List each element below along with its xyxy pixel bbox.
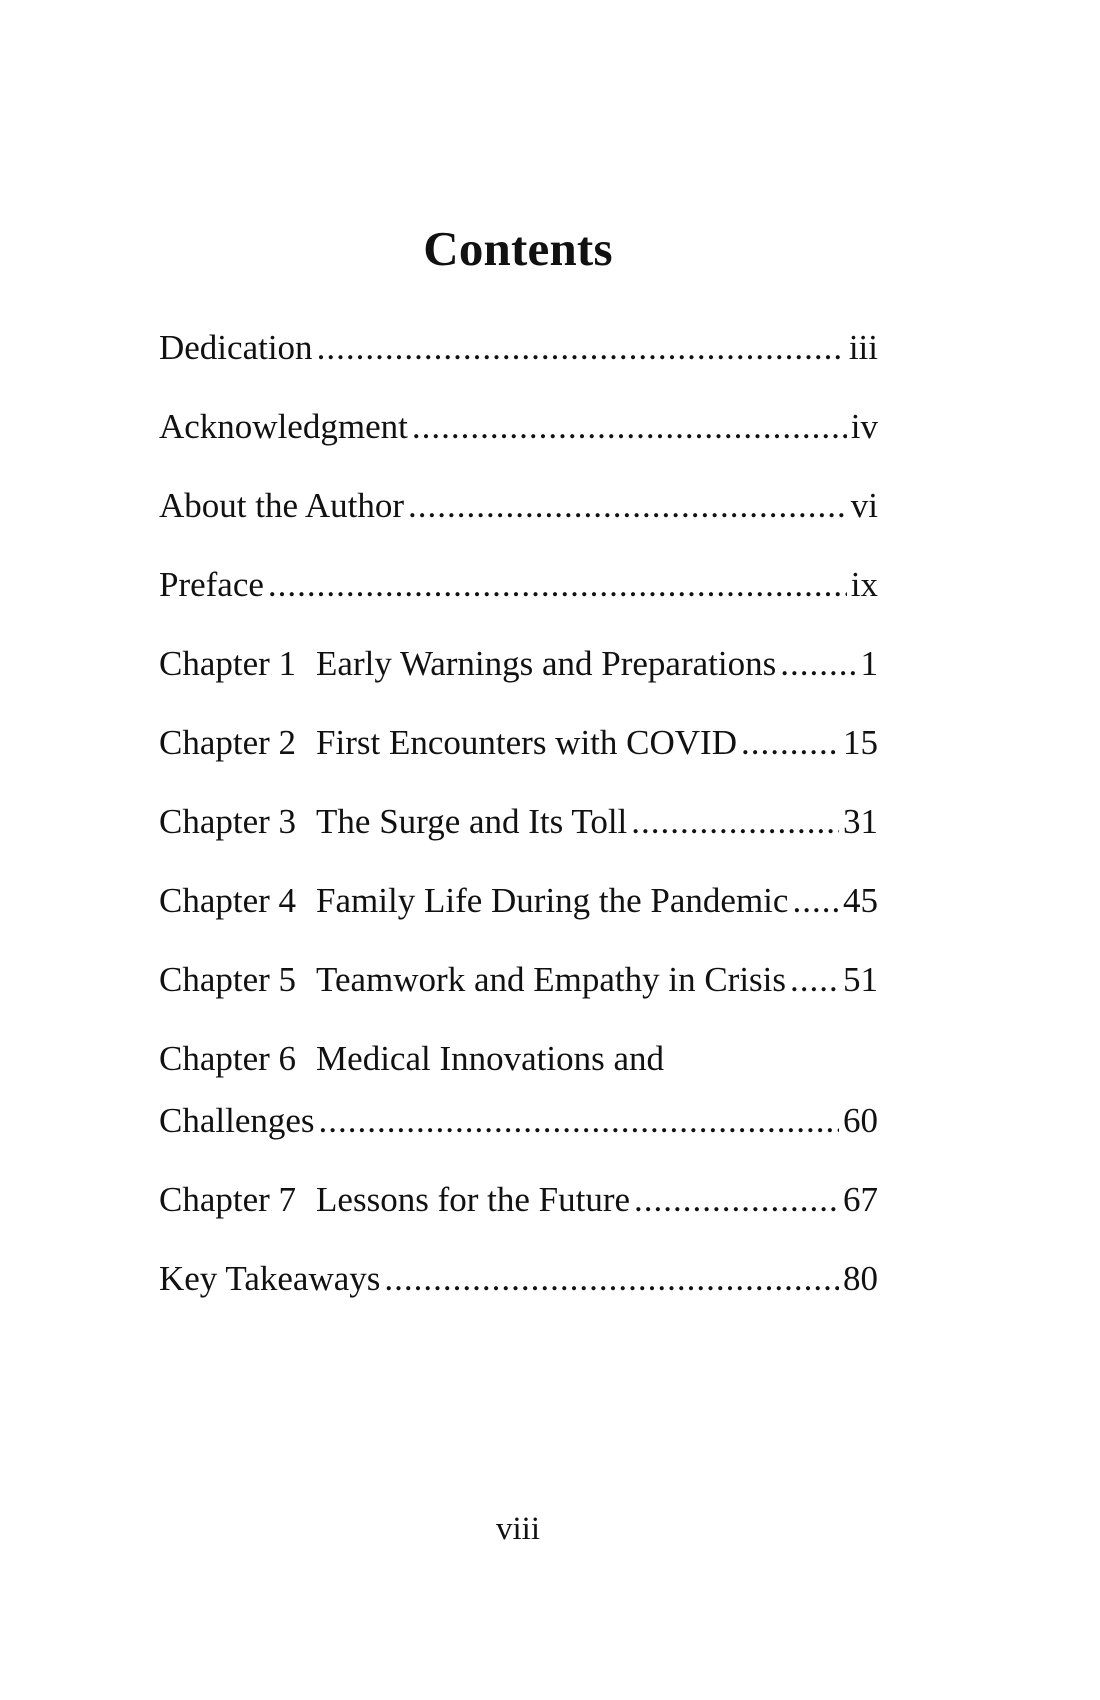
chapter-number: Chapter 7 <box>159 1180 297 1219</box>
toc-entry-line <box>159 1101 878 1180</box>
chapter-number: Chapter 4 <box>159 881 297 920</box>
toc-entry-label-continued: Challenges <box>159 1101 315 1140</box>
toc-entry-chapter-1[interactable] <box>159 644 878 723</box>
toc-entry-label: The Surge and Its Toll <box>316 802 628 841</box>
table-of-contents <box>159 328 878 1338</box>
toc-entry-label: Early Warnings and Preparations <box>316 644 777 683</box>
dot-leader <box>741 723 839 763</box>
toc-page-number: ix <box>850 565 878 604</box>
chapter-number: Chapter 6 <box>159 1039 297 1078</box>
dot-leader <box>412 407 847 447</box>
toc-entry-dedication[interactable] <box>159 328 878 407</box>
dot-leader <box>408 486 847 526</box>
toc-entry-label: Preface <box>159 565 264 604</box>
page-title: Contents <box>423 221 613 276</box>
toc-page-number: 31 <box>843 802 878 841</box>
chapter-number: Chapter 1 <box>159 644 297 683</box>
dot-leader <box>631 802 839 842</box>
chapter-number: Chapter 3 <box>159 802 297 841</box>
toc-entry-label: Key Takeaways <box>159 1259 381 1298</box>
toc-entry-label: Family Life During the Pandemic <box>316 881 789 920</box>
toc-entry-chapter-4[interactable] <box>159 881 878 960</box>
dot-leader <box>268 565 847 605</box>
toc-page-number: 1 <box>860 644 878 683</box>
toc-entry-label: First Encounters with COVID <box>316 723 737 762</box>
toc-page-number: 51 <box>843 960 878 999</box>
dot-leader <box>790 960 839 1000</box>
chapter-number: Chapter 5 <box>159 960 297 999</box>
toc-entry-label: Acknowledgment <box>159 407 408 446</box>
toc-page-number: 15 <box>843 723 878 762</box>
toc-page-number: 80 <box>843 1259 878 1298</box>
page-number-footer: viii <box>495 1511 540 1547</box>
toc-page-number: vi <box>850 486 878 525</box>
dot-leader <box>792 881 839 921</box>
dot-leader <box>634 1180 839 1220</box>
toc-entry-chapter-7[interactable] <box>159 1180 878 1259</box>
toc-page-number: 60 <box>843 1101 878 1140</box>
toc-page-number: 45 <box>843 881 878 920</box>
toc-entry-chapter-6[interactable] <box>159 1039 878 1180</box>
toc-page-number: iii <box>848 328 878 367</box>
toc-entry-acknowledgment[interactable] <box>159 407 878 486</box>
toc-entry-chapter-5[interactable] <box>159 960 878 1039</box>
toc-entry-preface[interactable] <box>159 565 878 644</box>
toc-entry-line <box>159 1039 878 1101</box>
toc-entry-label: Lessons for the Future <box>316 1180 631 1219</box>
toc-entry-key-takeaways[interactable] <box>159 1259 878 1338</box>
toc-entry-label: Medical Innovations and <box>316 1039 665 1078</box>
toc-entry-chapter-2[interactable] <box>159 723 878 802</box>
toc-entry-chapter-3[interactable] <box>159 802 878 881</box>
toc-entry-label: Teamwork and Empathy in Crisis <box>316 960 787 999</box>
toc-entry-about-the-author[interactable] <box>159 486 878 565</box>
dot-leader <box>317 328 845 368</box>
toc-page-number: iv <box>850 407 878 446</box>
dot-leader <box>384 1259 839 1299</box>
dot-leader <box>780 644 856 684</box>
toc-entry-label: Dedication <box>159 328 313 367</box>
dot-leader <box>319 1101 839 1141</box>
toc-entry-label: About the Author <box>159 486 404 525</box>
chapter-number: Chapter 2 <box>159 723 297 762</box>
toc-page-number: 67 <box>843 1180 878 1219</box>
